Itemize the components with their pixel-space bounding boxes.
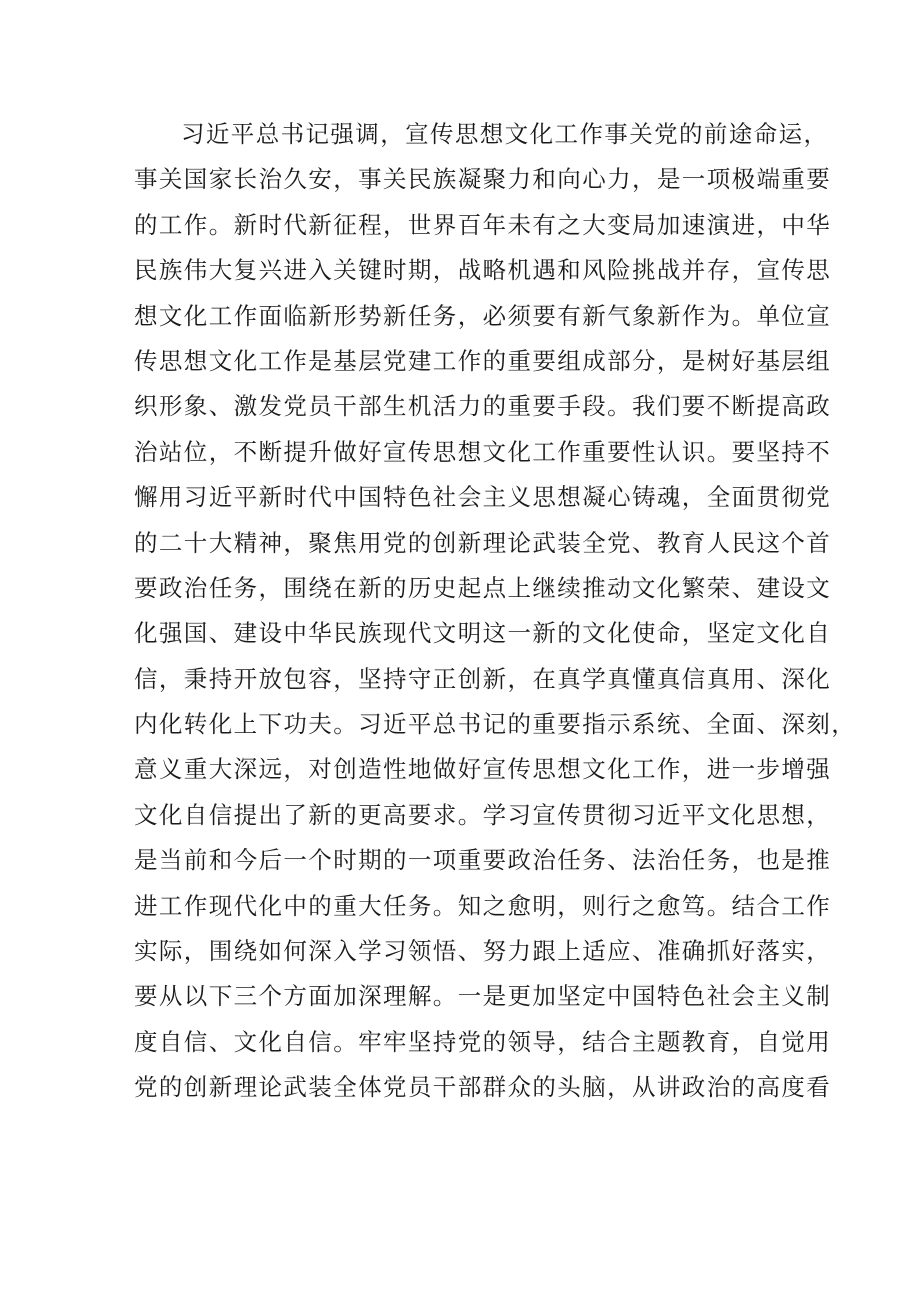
paragraph-line: 信，秉持开放包容，坚持守正创新，在真学真懂真信真用、深化 bbox=[134, 664, 832, 693]
paragraph-line: 治站位，不断提升做好宣传思想文化工作重要性认识。要坚持不 bbox=[134, 437, 832, 466]
body-paragraph bbox=[134, 112, 857, 1111]
paragraph-line: 化强国、建设中华民族现代文明这一新的文化使命，坚定文化自 bbox=[134, 619, 832, 648]
paragraph-line: 实际，围绕如何深入学习领悟、努力跟上适应、准确抓好落实， bbox=[134, 937, 832, 966]
paragraph-line: 的二十大精神，聚焦用党的创新理论武装全党、教育人民这个首 bbox=[134, 528, 832, 557]
paragraph-line: 要从以下三个方面加深理解。一是更加坚定中国特色社会主义制 bbox=[134, 982, 832, 1011]
paragraph-line: 习近平总书记强调，宣传思想文化工作事关党的前途命运， bbox=[181, 120, 829, 148]
paragraph-line: 懈用习近平新时代中国特色社会主义思想凝心铸魂，全面贯彻党 bbox=[134, 483, 832, 512]
paragraph-line: 意义重大深远，对创造性地做好宣传思想文化工作，进一步增强 bbox=[134, 755, 832, 784]
paragraph-line: 党的创新理论武装全体党员干部群众的头脑，从讲政治的高度看 bbox=[134, 1073, 832, 1102]
paragraph-line: 传思想文化工作是基层党建工作的重要组成部分，是树好基层组 bbox=[134, 346, 832, 375]
paragraph-line: 是当前和今后一个时期的一项重要政治任务、法治任务，也是推 bbox=[134, 846, 832, 875]
paragraph-line: 想文化工作面临新形势新任务，必须要有新气象新作为。单位宣 bbox=[134, 301, 832, 330]
paragraph-line: 织形象、激发党员干部生机活力的重要手段。我们要不断提高政 bbox=[134, 392, 832, 421]
paragraph-line: 的工作。新时代新征程，世界百年未有之大变局加速演进，中华 bbox=[134, 210, 832, 239]
paragraph-line: 度自信、文化自信。牢牢坚持党的领导，结合主题教育，自觉用 bbox=[134, 1027, 832, 1056]
paragraph-line: 内化转化上下功夫。习近平总书记的重要指示系统、全面、深刻， bbox=[134, 710, 857, 739]
paragraph-line: 事关国家长治久安，事关民族凝聚力和向心力，是一项极端重要 bbox=[134, 165, 832, 194]
paragraph-line: 要政治任务，围绕在新的历史起点上继续推动文化繁荣、建设文 bbox=[134, 573, 832, 602]
paragraph-line: 进工作现代化中的重大任务。知之愈明，则行之愈笃。结合工作 bbox=[134, 891, 832, 920]
paragraph-line: 文化自信提出了新的更高要求。学习宣传贯彻习近平文化思想， bbox=[134, 800, 832, 829]
paragraph-line: 民族伟大复兴进入关键时期，战略机遇和风险挑战并存，宣传思 bbox=[134, 256, 832, 285]
